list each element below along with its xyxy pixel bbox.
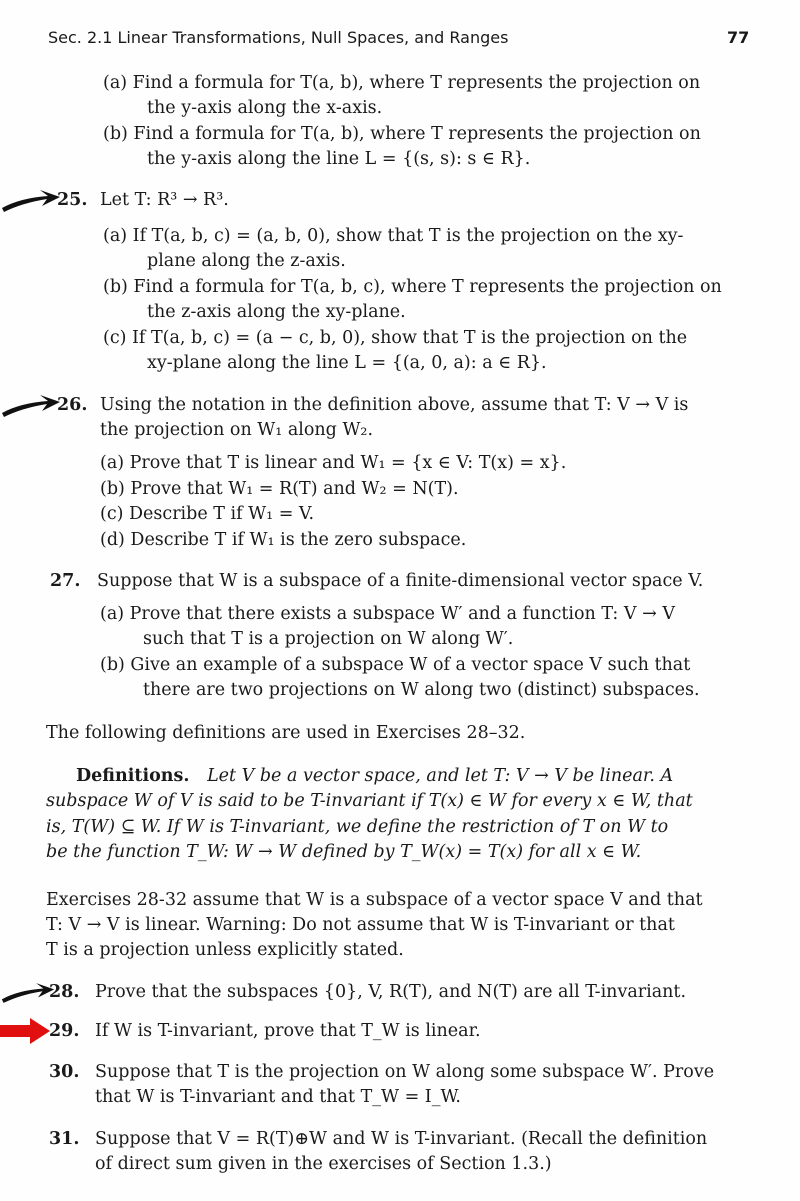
ex27-b-line2: there are two projections on W along two (distinct) subspaces. (143, 680, 700, 700)
exercise-number-29: 29. (49, 1021, 80, 1041)
exercise-number-30: 30. (49, 1062, 80, 1082)
exercise-26-text-line2: the projection on W₁ along W₂. (100, 420, 374, 440)
exercise-30-text-line2: that W is T-invariant and that T_W = I_W. (95, 1087, 461, 1107)
exercise-25-text: Let T: R³ → R³. (100, 190, 229, 210)
definitions-line4: be the function T_W: W → W defined by T_W(x) = T(x) for all x ∈ W. (46, 842, 642, 862)
ex27-a-line1: (a) Prove that there exists a subspace W′ and a function T: V → V (100, 604, 675, 624)
paragraph-line2: T: V → V is linear. Warning: Do not assume that W is T-invariant or that (46, 915, 675, 935)
transition-paragraph: The following definitions are used in Exercises 28–32. (46, 723, 526, 743)
ex27-b-line1: (b) Give an example of a subspace W of a vector space V such that (100, 655, 691, 675)
ex24-a-line2: the y-axis along the x-axis. (147, 98, 383, 118)
definitions-line1 (76, 766, 673, 786)
exercise-29-text: If W is T-invariant, prove that T_W is linear. (95, 1021, 481, 1041)
exercise-27-text: Suppose that W is a subspace of a finite-dimensional vector space V. (97, 571, 704, 591)
definitions-heading: Definitions. (76, 766, 190, 786)
ex26-c: (c) Describe T if W₁ = V. (100, 504, 315, 524)
ex25-b-line1: (b) Find a formula for T(a, b, c), where T represents the projection on (103, 277, 722, 297)
exercise-26-text: Using the notation in the definition above, assume that T: V → V is (100, 395, 689, 415)
exercise-31-text-line2: of direct sum given in the exercises of Section 1.3.) (95, 1154, 552, 1174)
exercise-30-text: Suppose that T is the projection on W along some subspace W′. Prove (95, 1062, 715, 1082)
exercise-31-text: Suppose that V = R(T)⊕W and W is T-invariant. (Recall the definition (95, 1129, 708, 1149)
ex25-b-line2: the z-axis along the xy-plane. (147, 302, 406, 322)
marker-arrow-icon (0, 391, 62, 421)
definitions-text: Let V be a vector space, and let T: V → V be linear. A (207, 766, 674, 786)
exercise-number-27: 27. (50, 571, 81, 591)
ex26-a: (a) Prove that T is linear and W₁ = {x ∈ V: T(x) = x}. (100, 453, 567, 473)
ex26-b: (b) Prove that W₁ = R(T) and W₂ = N(T). (100, 479, 459, 499)
exercise-number-25: 25. (57, 190, 88, 210)
ex25-a-line1: (a) If T(a, b, c) = (a, b, 0), show that T is the projection on the xy- (103, 226, 684, 246)
exercise-number-26: 26. (57, 395, 88, 415)
ex24-a-line1: (a) Find a formula for T(a, b), where T represents the projection on (103, 73, 701, 93)
ex25-c-line1: (c) If T(a, b, c) = (a − c, b, 0), show that T is the projection on the (103, 328, 688, 348)
definitions-line3: is, T(W) ⊆ W. If W is T-invariant, we define the restriction of T on W to (46, 817, 669, 837)
page-number: 77 (727, 28, 750, 47)
marker-arrow-icon (0, 186, 62, 216)
ex27-a-line2: such that T is a projection on W along W′. (143, 629, 514, 649)
exercise-number-31: 31. (49, 1129, 80, 1149)
paragraph-line3: T is a projection unless explicitly stated. (46, 940, 404, 960)
exercise-28-text: Prove that the subspaces {0}, V, R(T), and N(T) are all T-invariant. (95, 982, 687, 1002)
ex24-b-line2: the y-axis along the line L = {(s, s): s ∈ R}. (147, 149, 531, 169)
red-marker-arrow-icon (0, 1016, 52, 1046)
ex24-b-line1: (b) Find a formula for T(a, b), where T represents the projection on (103, 124, 701, 144)
ex25-a-line2: plane along the z-axis. (147, 251, 346, 271)
running-header: Sec. 2.1 Linear Transformations, Null Spaces, and Ranges (48, 28, 509, 47)
ex25-c-line2: xy-plane along the line L = {(a, 0, a): a ∈ R}. (147, 353, 547, 373)
ex26-d: (d) Describe T if W₁ is the zero subspace. (100, 530, 467, 550)
exercise-number-28: 28. (49, 982, 80, 1002)
paragraph-line1: Exercises 28-32 assume that W is a subspace of a vector space V and that (46, 890, 703, 910)
definitions-line2: subspace W of V is said to be T-invariant if T(x) ∈ W for every x ∈ W, that (46, 791, 693, 811)
marker-arrow-icon (0, 978, 56, 1008)
